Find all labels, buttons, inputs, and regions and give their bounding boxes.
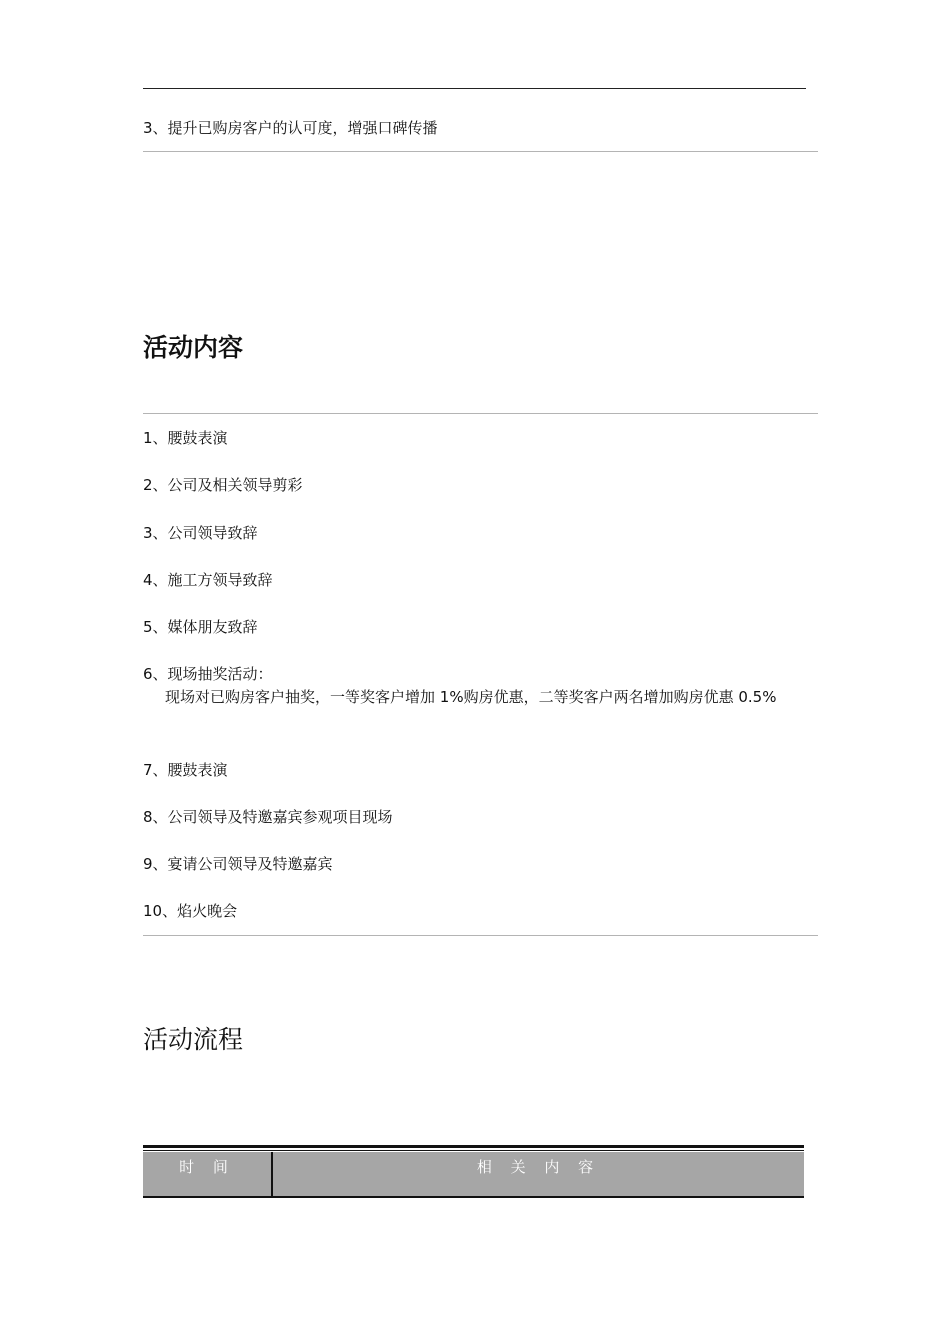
table-top-border xyxy=(143,1145,804,1148)
table-top-border-inner xyxy=(143,1150,804,1151)
list-item: 2、公司及相关领导剪彩 xyxy=(143,476,303,494)
divider xyxy=(143,413,818,414)
item-6-detail-text: 现场对已购房客户抽奖，一等奖客户增加 1%购房优惠，二等奖客户两名增加购房优惠 0.5% xyxy=(165,688,777,706)
content-section-heading: 活动内容 xyxy=(143,333,244,362)
list-item: 5、媒体朋友致辞 xyxy=(143,618,258,636)
list-item: 9、宴请公司领导及特邀嘉宾 xyxy=(143,855,333,873)
list-item: 10、焰火晚会 xyxy=(143,902,238,920)
list-item: 7、腰鼓表演 xyxy=(143,761,228,779)
list-item: 8、公司领导及特邀嘉宾参观项目现场 xyxy=(143,808,393,826)
list-item-detail xyxy=(143,685,813,710)
list-item: 6、现场抽奖活动： xyxy=(143,665,273,683)
top-rule xyxy=(143,88,806,89)
table-header-time: 时 间 xyxy=(179,1158,235,1176)
table-header-content: 相 关 内 容 xyxy=(476,1158,601,1176)
divider xyxy=(143,935,818,936)
list-item: 1、腰鼓表演 xyxy=(143,429,228,447)
objective-item-3: 3、提升已购房客户的认可度，增强口碑传播 xyxy=(143,119,438,137)
flow-section-heading: 活动流程 xyxy=(143,1025,244,1054)
list-item: 3、公司领导致辞 xyxy=(143,524,258,542)
list-item: 4、施工方领导致辞 xyxy=(143,571,273,589)
divider xyxy=(143,151,818,152)
